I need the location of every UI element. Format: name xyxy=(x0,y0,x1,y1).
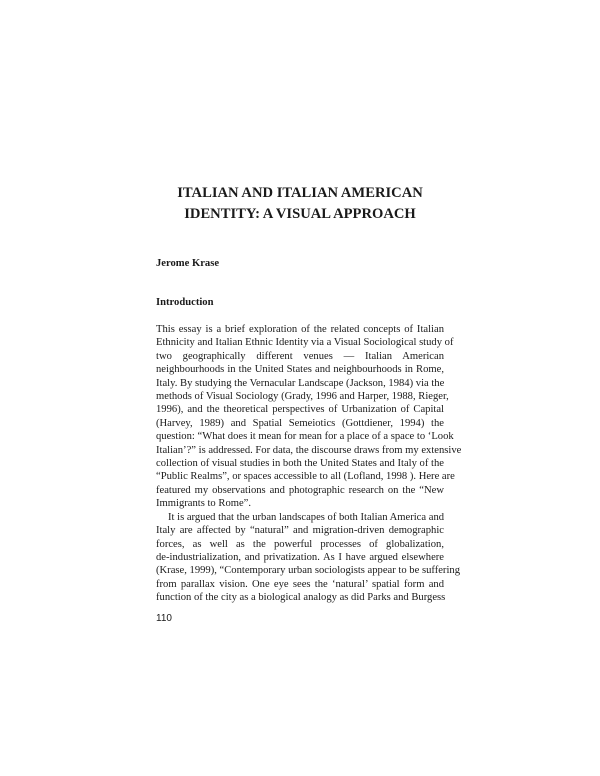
text-line: forces, as well as the powerful processes of globalization, xyxy=(156,538,444,550)
title-line-1: ITALIAN AND ITALIAN AMERICAN xyxy=(177,185,423,201)
paragraph-2 xyxy=(156,511,460,605)
text-line: question: “What does it mean for mean for a place of a space to ‘Look xyxy=(156,431,454,443)
text-line: Italy are affected by “natural” and migration-driven demographic xyxy=(156,525,444,537)
page-number: 110 xyxy=(156,613,172,624)
text-line: (Krase, 1999), “Contemporary urban sociologists appear to be suffering xyxy=(156,565,460,577)
text-line: from parallax vision. One eye sees the ‘natural’ spatial form and xyxy=(156,578,444,590)
text-line: Italy. By studying the Vernacular Landscape (Jackson, 1984) via the xyxy=(156,377,445,389)
paragraph-1 xyxy=(156,323,462,511)
text-line: 1996), and the theoretical perspectives of Urbanization of Capital xyxy=(156,404,444,416)
text-line: de-industrialization, and privatization. As I have argued elsewhere xyxy=(156,551,444,563)
text-line: “Public Realms”, or spaces accessible to all (Lofland, 1998 ). Here are xyxy=(156,471,455,483)
text-line: Ethnicity and Italian Ethnic Identity via a Visual Sociological study of xyxy=(156,337,454,349)
text-line: two geographically different venues — Italian American xyxy=(156,350,444,362)
text-line: neighbourhoods in the United States and neighbourhoods in Rome, xyxy=(156,364,444,376)
text-line: This essay is a brief exploration of the related concepts of Italian xyxy=(156,324,444,335)
text-line: (Harvey, 1989) and Spatial Semeiotics (Gottdiener, 1994) the xyxy=(156,417,444,429)
paper-title xyxy=(150,183,450,225)
text-line: It is argued that the urban landscapes of both Italian America and xyxy=(168,511,445,523)
body-text xyxy=(156,323,462,605)
text-line: Immigrants to Rome”. xyxy=(156,498,252,510)
text-line: collection of visual studies in both the United States and Italy of the xyxy=(156,458,444,470)
text-line: function of the city as a biological analogy as did Parks and Burgess xyxy=(156,592,446,604)
text-line: featured my observations and photographic research on the “New xyxy=(156,484,444,496)
section-heading-introduction: Introduction xyxy=(156,297,214,308)
text-line: Italian’?” is addressed. For data, the discourse draws from my extensive xyxy=(156,444,462,456)
text-line: methods of Visual Sociology (Grady, 1996 and Harper, 1988, Rieger, xyxy=(156,391,449,403)
author-name: Jerome Krase xyxy=(156,258,220,269)
title-line-2: IDENTITY: A VISUAL APPROACH xyxy=(184,206,416,222)
